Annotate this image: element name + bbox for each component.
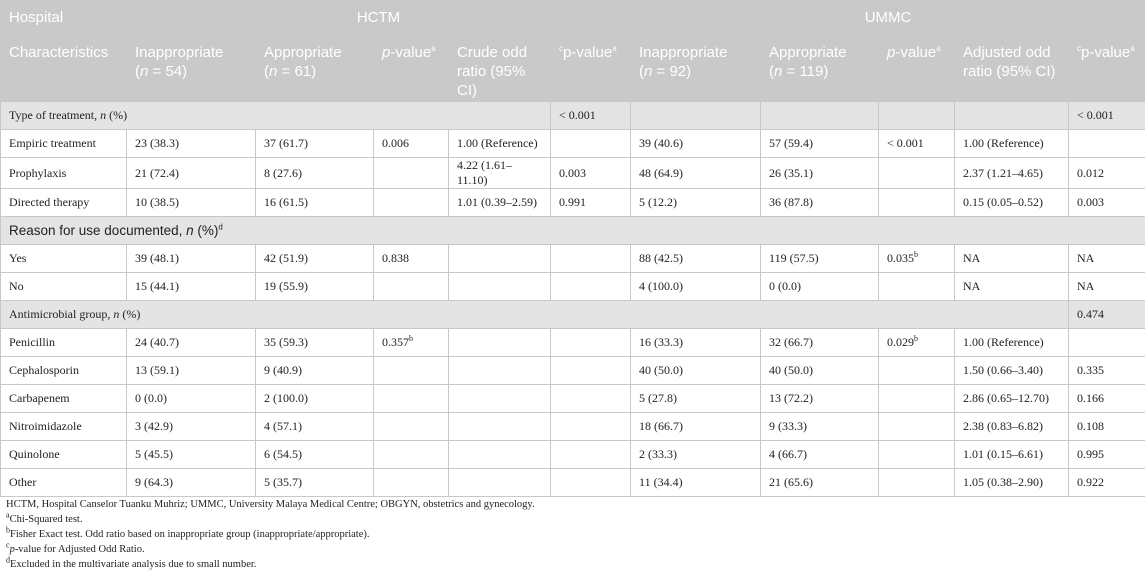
cell xyxy=(449,441,551,469)
cell xyxy=(879,189,955,217)
adjusted-or-header: Adjusted odd ratio (95% CI) xyxy=(955,35,1069,102)
cell: 39 (40.6) xyxy=(631,130,761,158)
table-row xyxy=(1,329,1145,357)
section-treatment xyxy=(1,102,1145,130)
table-row xyxy=(1,385,1145,413)
hospital-label: Hospital xyxy=(1,1,127,35)
footnote-c: $^c$p-value for Adjusted Odd Ratio. xyxy=(6,542,535,557)
cell: NA xyxy=(1069,245,1145,273)
cell xyxy=(551,245,631,273)
ummc-inappropriate-header: Inappropriate (n = 92) xyxy=(631,35,761,102)
cell: 40 (50.0) xyxy=(761,357,879,385)
cell: 0.991 xyxy=(551,189,631,217)
cell: < 0.001 xyxy=(879,130,955,158)
cell: 4 (100.0) xyxy=(631,273,761,301)
cell: 0.838 xyxy=(374,245,449,273)
table-row xyxy=(1,245,1145,273)
cell: NA xyxy=(955,273,1069,301)
row-name: Yes xyxy=(1,245,127,273)
cell: 0.335 xyxy=(1069,357,1145,385)
cell: 0 (0.0) xyxy=(761,273,879,301)
cell xyxy=(374,189,449,217)
cell: NA xyxy=(1069,273,1145,301)
cell xyxy=(879,385,955,413)
row-name: Cephalosporin xyxy=(1,357,127,385)
cell: 0.922 xyxy=(1069,469,1145,497)
cell: 4 (57.1) xyxy=(256,413,374,441)
cell: 1.05 (0.38–2.90) xyxy=(955,469,1069,497)
cell: 37 (61.7) xyxy=(256,130,374,158)
row-name: Penicillin xyxy=(1,329,127,357)
row-name: Directed therapy xyxy=(1,189,127,217)
cell: 1.01 (0.15–6.61) xyxy=(955,441,1069,469)
section-label: Antimicrobial group, n (%) xyxy=(1,301,1069,329)
cell xyxy=(374,273,449,301)
cell xyxy=(449,329,551,357)
section-label: Reason for use documented, n (%)$^d$ xyxy=(1,217,1145,245)
table-row xyxy=(1,413,1145,441)
cell xyxy=(551,385,631,413)
cell: 4 (66.7) xyxy=(761,441,879,469)
table-row xyxy=(1,158,1145,189)
cell: 5 (12.2) xyxy=(631,189,761,217)
section-reason xyxy=(1,217,1145,245)
footnote-b: $^b$Fisher Exact test. Odd ratio based on inappropriate group (inappropriate/appropriate). xyxy=(6,527,535,542)
table-row xyxy=(1,273,1145,301)
table-row xyxy=(1,189,1145,217)
cell xyxy=(551,413,631,441)
cell: 11 (34.4) xyxy=(631,469,761,497)
cell: 0.995 xyxy=(1069,441,1145,469)
cell xyxy=(551,273,631,301)
cell: 13 (59.1) xyxy=(127,357,256,385)
table-row xyxy=(1,469,1145,497)
cell xyxy=(551,130,631,158)
ummc-appropriate-header: Appropriate (n = 119) xyxy=(761,35,879,102)
table-row xyxy=(1,441,1145,469)
cell xyxy=(1069,130,1145,158)
cell: 5 (27.8) xyxy=(631,385,761,413)
row-name: Nitroimidazole xyxy=(1,413,127,441)
row-name: Carbapenem xyxy=(1,385,127,413)
hctm-section-p: < 0.001 xyxy=(551,102,631,130)
cell xyxy=(449,469,551,497)
cell xyxy=(879,469,955,497)
section-label: Type of treatment, n (%) xyxy=(1,102,551,130)
cell xyxy=(374,158,449,189)
cell: 13 (72.2) xyxy=(761,385,879,413)
header-row-hospital xyxy=(1,1,1145,35)
cell: 5 (45.5) xyxy=(127,441,256,469)
cell: NA xyxy=(955,245,1069,273)
cell: 2.38 (0.83–6.82) xyxy=(955,413,1069,441)
cell: 0.108 xyxy=(1069,413,1145,441)
cell: 1.00 (Reference) xyxy=(449,130,551,158)
cell: 0.15 (0.05–0.52) xyxy=(955,189,1069,217)
cell: 1.50 (0.66–3.40) xyxy=(955,357,1069,385)
cell: 10 (38.5) xyxy=(127,189,256,217)
hctm-cp-value-header: $^c$p-value$^a$ xyxy=(551,35,631,102)
cell xyxy=(879,357,955,385)
row-name: Other xyxy=(1,469,127,497)
cell xyxy=(449,385,551,413)
cell: 5 (35.7) xyxy=(256,469,374,497)
cell: 15 (44.1) xyxy=(127,273,256,301)
table-footnotes xyxy=(6,497,535,572)
cell xyxy=(879,441,955,469)
cell: 1.00 (Reference) xyxy=(955,329,1069,357)
cell: 0.003 xyxy=(1069,189,1145,217)
cell: 0.012 xyxy=(1069,158,1145,189)
cell: 9 (33.3) xyxy=(761,413,879,441)
cell: 39 (48.1) xyxy=(127,245,256,273)
cell: 2 (33.3) xyxy=(631,441,761,469)
cell: 0 (0.0) xyxy=(127,385,256,413)
cell: 18 (66.7) xyxy=(631,413,761,441)
ummc-p-value-header: p-value$^a$ xyxy=(879,35,955,102)
cell: 2 (100.0) xyxy=(256,385,374,413)
cell xyxy=(374,469,449,497)
cell: 23 (38.3) xyxy=(127,130,256,158)
cell xyxy=(551,329,631,357)
row-name: Prophylaxis xyxy=(1,158,127,189)
characteristics-header: Characteristics xyxy=(1,35,127,102)
cell: 0.029$^b$ xyxy=(879,329,955,357)
ummc-header: UMMC xyxy=(631,1,1145,35)
cell: 16 (61.5) xyxy=(256,189,374,217)
footnote-a: $^a$Chi-Squared test. xyxy=(6,512,535,527)
cell xyxy=(374,413,449,441)
cell: 2.86 (0.65–12.70) xyxy=(955,385,1069,413)
cell: 36 (87.8) xyxy=(761,189,879,217)
cell: 24 (40.7) xyxy=(127,329,256,357)
cell: 0.006 xyxy=(374,130,449,158)
hctm-appropriate-header: Appropriate (n = 61) xyxy=(256,35,374,102)
section-antimicrobial-group xyxy=(1,301,1145,329)
cell: 16 (33.3) xyxy=(631,329,761,357)
cell xyxy=(374,357,449,385)
row-name: Quinolone xyxy=(1,441,127,469)
cell: 3 (42.9) xyxy=(127,413,256,441)
cell xyxy=(879,158,955,189)
cell: 0.035$^b$ xyxy=(879,245,955,273)
crude-or-header: Crude odd ratio (95% CI) xyxy=(449,35,551,102)
cell: 1.00 (Reference) xyxy=(955,130,1069,158)
cell: 40 (50.0) xyxy=(631,357,761,385)
cell xyxy=(449,357,551,385)
cell: 6 (54.5) xyxy=(256,441,374,469)
cell: 35 (59.3) xyxy=(256,329,374,357)
cell: 19 (55.9) xyxy=(256,273,374,301)
cell xyxy=(374,441,449,469)
cell xyxy=(879,273,955,301)
cell: 21 (72.4) xyxy=(127,158,256,189)
cell: 0.166 xyxy=(1069,385,1145,413)
cell: 21 (65.6) xyxy=(761,469,879,497)
table-row xyxy=(1,357,1145,385)
row-name: No xyxy=(1,273,127,301)
footnote-d: $^d$Excluded in the multivariate analysis due to small number. xyxy=(6,557,535,572)
cell: 48 (64.9) xyxy=(631,158,761,189)
cell xyxy=(1069,329,1145,357)
cell: 0.003 xyxy=(551,158,631,189)
cell: 9 (64.3) xyxy=(127,469,256,497)
cell: 26 (35.1) xyxy=(761,158,879,189)
cell: 1.01 (0.39–2.59) xyxy=(449,189,551,217)
cell xyxy=(551,441,631,469)
footnote-abbreviations: HCTM, Hospital Canselor Tuanku Muhriz; UMMC, University Malaya Medical Centre; OBGYN, obstetrics and gynecology. xyxy=(6,497,535,512)
cell xyxy=(449,273,551,301)
cell xyxy=(551,357,631,385)
cell: 119 (57.5) xyxy=(761,245,879,273)
header-row-columns xyxy=(1,35,1145,102)
cell xyxy=(374,385,449,413)
hctm-p-value-header: p-value$^a$ xyxy=(374,35,449,102)
cell: 2.37 (1.21–4.65) xyxy=(955,158,1069,189)
cell xyxy=(449,413,551,441)
cell: 42 (51.9) xyxy=(256,245,374,273)
table-row xyxy=(1,130,1145,158)
cell: 57 (59.4) xyxy=(761,130,879,158)
cell: 0.357$^b$ xyxy=(374,329,449,357)
row-name: Empiric treatment xyxy=(1,130,127,158)
cell xyxy=(449,245,551,273)
ummc-cp-value-header: $^c$p-value$^a$ xyxy=(1069,35,1145,102)
cell: 4.22 (1.61–11.10) xyxy=(449,158,551,189)
hctm-inappropriate-header: Inappropriate (n = 54) xyxy=(127,35,256,102)
cell: 88 (42.5) xyxy=(631,245,761,273)
ummc-section-p: < 0.001 xyxy=(1069,102,1145,130)
cell: 32 (66.7) xyxy=(761,329,879,357)
cell xyxy=(879,413,955,441)
cell: 9 (40.9) xyxy=(256,357,374,385)
ummc-section-p: 0.474 xyxy=(1069,301,1145,329)
cell xyxy=(551,469,631,497)
cell: 8 (27.6) xyxy=(256,158,374,189)
hctm-header: HCTM xyxy=(127,1,631,35)
